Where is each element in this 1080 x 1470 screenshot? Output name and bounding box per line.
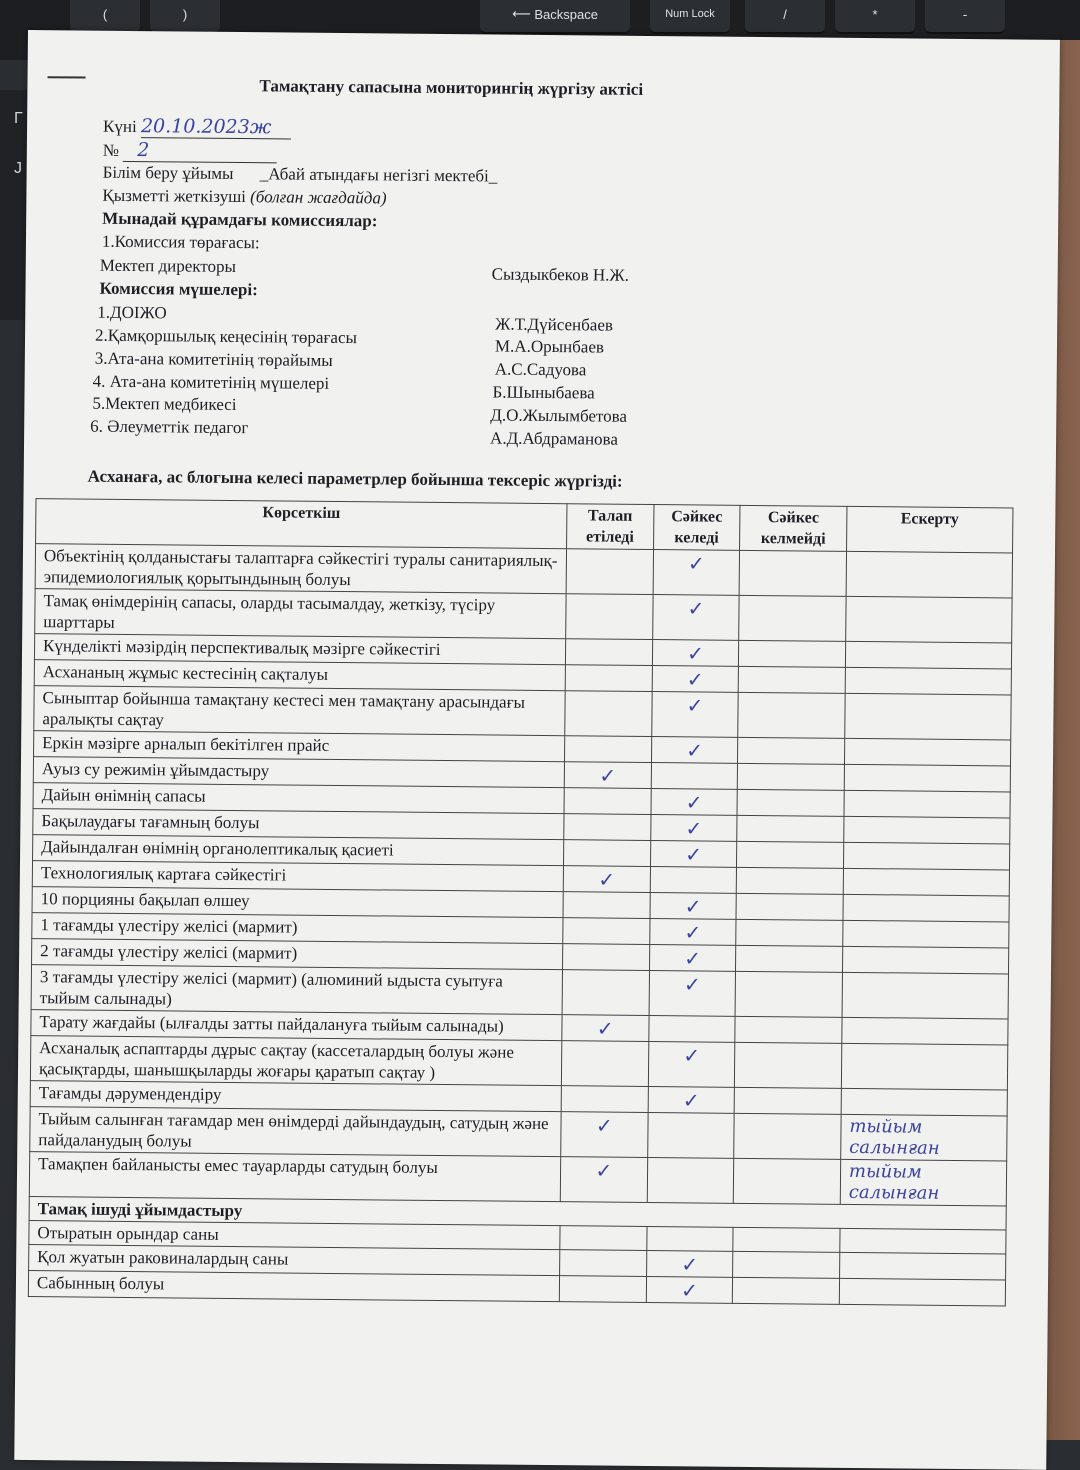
key-num-lock	[650, 0, 730, 34]
check-mark-icon: ✓	[683, 1043, 701, 1068]
check-mark-icon: ✓	[684, 946, 702, 971]
date-line	[103, 115, 291, 140]
row-note-text: тыйым салынған	[848, 1160, 940, 1204]
row-indicator-text: Ауыз су режимін ұйымдастыру	[41, 759, 270, 781]
row-required-mark	[559, 1276, 646, 1303]
member-role: 5.Мектеп медбикесі	[92, 393, 237, 415]
row-matches-mark	[651, 737, 738, 764]
chair-name: Сыздыкбеков Н.Ж.	[491, 264, 629, 285]
row-note	[843, 920, 1009, 948]
check-mark-icon	[742, 1231, 832, 1232]
row-indicator-text: Асханалық аспаптарды дұрыс сақтау (кассеталардың болуы және қасықтарды, шанышқыларды жоғары қаратып сақтау )	[38, 1038, 515, 1082]
check-mark-icon	[744, 1020, 834, 1021]
row-indicator	[35, 589, 566, 639]
key-label: -	[962, 6, 968, 22]
check-mark-icon	[746, 845, 836, 846]
key-open-paren	[70, 0, 140, 34]
row-required-mark	[562, 944, 649, 971]
check-mark-icon	[746, 793, 836, 794]
check-mark-icon: ✓	[598, 867, 616, 892]
row-note	[842, 946, 1008, 974]
row-not-matches-mark	[738, 692, 845, 738]
row-note	[845, 641, 1011, 669]
row-not-matches-mark	[739, 595, 846, 641]
table-section	[28, 1197, 1006, 1306]
check-mark-icon: ✓	[683, 972, 701, 997]
inspection-heading: Асханаға, ас блогына келесі параметрлер бойынша тексеріс жүргізді:	[87, 466, 623, 491]
row-matches-mark	[653, 550, 740, 596]
key-label: )	[182, 6, 188, 22]
row-indicator-text: Дайын өнімнің сапасы	[41, 785, 206, 806]
check-mark-icon	[572, 895, 642, 896]
row-matches-mark	[651, 692, 738, 738]
check-mark-icon: ✓	[681, 1252, 699, 1277]
row-required-mark	[564, 736, 651, 763]
row-required-mark	[564, 814, 651, 841]
row-not-matches-mark	[737, 815, 844, 842]
row-indicator-text: Бақылаудағы тағамның болуы	[41, 811, 260, 833]
row-required-mark	[563, 892, 650, 919]
row-matches-mark	[650, 815, 737, 842]
column-header-not-matches: Сәйкес келмейді	[740, 505, 847, 551]
check-mark-icon	[660, 766, 730, 767]
row-matches-mark	[648, 1042, 735, 1088]
check-mark-icon	[741, 1281, 831, 1282]
member-name: А.Д.Абдраманова	[490, 428, 619, 449]
row-note	[844, 790, 1010, 818]
check-mark-icon	[748, 599, 838, 600]
member-name: Б.Шыныбаева	[492, 382, 595, 403]
row-not-matches-mark	[737, 867, 844, 894]
check-mark-icon: ✓	[684, 920, 702, 945]
check-mark-icon	[748, 554, 838, 555]
row-not-matches-mark	[735, 971, 842, 1017]
row-not-matches-mark	[735, 1042, 842, 1088]
check-mark-icon: ✓	[685, 790, 703, 815]
row-required-mark	[564, 788, 651, 815]
row-indicator-text: Тамақпен байланысты емес тауарларды сатудың болуы	[38, 1154, 438, 1177]
row-indicator	[28, 1271, 559, 1302]
row-indicator-text: 3 тағамды үлестіру желісі (мармит) (алюминий ыдыста суытуға тыйым салынады)	[39, 967, 503, 1009]
row-not-matches-mark	[733, 1277, 840, 1304]
row-not-matches-mark	[738, 737, 845, 764]
row-indicator	[30, 1107, 561, 1157]
check-mark-icon	[745, 871, 835, 872]
check-mark-icon	[575, 597, 645, 598]
key-label: *	[872, 6, 878, 22]
check-mark-icon	[747, 644, 837, 645]
check-mark-icon	[568, 1229, 638, 1230]
row-not-matches-mark	[734, 1087, 841, 1114]
row-note	[843, 868, 1009, 896]
row-matches-mark	[647, 1157, 734, 1203]
row-matches-mark	[646, 1226, 733, 1251]
row-required-mark	[562, 1015, 649, 1042]
row-matches-mark	[650, 867, 737, 894]
row-note	[843, 842, 1009, 870]
row-not-matches-mark	[736, 919, 843, 946]
row-indicator-text: Қол жуатын раковиналардың саны	[37, 1247, 289, 1269]
row-not-matches-mark	[737, 789, 844, 816]
check-mark-icon	[656, 1161, 726, 1162]
check-mark-icon: ✓	[686, 693, 704, 718]
check-mark-icon	[655, 1230, 725, 1231]
row-indicator	[30, 1036, 561, 1086]
row-note	[845, 667, 1011, 695]
check-mark-icon	[742, 1255, 832, 1256]
row-matches-mark	[649, 971, 736, 1017]
check-mark-icon	[574, 642, 644, 643]
check-mark-icon: ✓	[684, 894, 702, 919]
row-not-matches-mark	[739, 550, 846, 596]
commission-heading: Мынадай құрамдағы комиссиялар:	[102, 208, 378, 231]
row-note	[839, 1278, 1005, 1306]
check-mark-icon	[659, 870, 729, 871]
check-mark-icon: ✓	[685, 842, 703, 867]
row-not-matches-mark	[736, 893, 843, 920]
check-mark-icon	[743, 1091, 833, 1092]
check-mark-icon	[745, 949, 835, 950]
key-label: Backspace	[534, 6, 598, 22]
row-matches-mark	[648, 1087, 735, 1114]
check-mark-icon	[744, 1046, 834, 1047]
row-matches-mark	[647, 1112, 734, 1158]
check-mark-icon	[571, 921, 641, 922]
row-note	[842, 1017, 1008, 1045]
row-not-matches-mark	[734, 1158, 841, 1204]
check-mark-icon	[657, 1019, 727, 1020]
row-note	[840, 1159, 1007, 1206]
key-minus	[925, 0, 1005, 34]
row-matches-mark	[646, 1250, 733, 1277]
row-not-matches-mark	[739, 640, 846, 667]
row-matches-mark	[651, 789, 738, 816]
key-close-paren	[150, 0, 220, 34]
row-note	[845, 693, 1012, 740]
check-mark-icon	[574, 694, 644, 695]
top-left-dash	[48, 76, 86, 78]
member-name: А.С.Садуова	[494, 359, 587, 380]
check-mark-icon	[744, 975, 834, 976]
date-value: 20.10.2023ж	[141, 115, 291, 139]
row-indicator-text: 10 порцияны бақылап өлшеу	[40, 889, 250, 911]
check-mark-icon	[745, 923, 835, 924]
row-indicator-text: Асхананың жұмыс кестесінің сақталуы	[42, 662, 329, 684]
row-indicator-text: Еркін мәзірге арналып бекітілген прайс	[42, 733, 330, 755]
number-line	[103, 139, 278, 164]
row-required-mark	[561, 1112, 648, 1158]
column-header-matches: Сәйкес келеді	[653, 505, 740, 551]
key-backspace	[480, 0, 630, 34]
row-required-mark	[563, 918, 650, 945]
row-indicator-text: 1 тағамды үлестіру желісі (мармит)	[40, 915, 298, 937]
check-mark-icon	[575, 552, 645, 553]
row-indicator-text: Сабынның болуы	[36, 1273, 165, 1294]
check-mark-icon: ✓	[682, 1088, 700, 1113]
org-line	[103, 163, 498, 187]
row-note	[844, 738, 1010, 766]
check-mark-icon: ✓	[595, 1113, 613, 1138]
row-note	[840, 1228, 1006, 1254]
row-required-mark	[566, 594, 653, 640]
row-note	[841, 1088, 1007, 1116]
check-mark-icon	[742, 1162, 832, 1163]
row-indicator-text: 2 тағамды үлестіру желісі (мармит)	[40, 941, 298, 963]
row-note	[844, 764, 1010, 792]
check-mark-icon	[747, 696, 837, 697]
date-label: Күні	[102, 116, 137, 137]
provider-label: Қызметті жеткізуші	[102, 185, 247, 207]
check-mark-icon	[745, 897, 835, 898]
row-required-mark	[560, 1250, 647, 1277]
column-header-required: Талап етіледі	[567, 504, 654, 550]
chair-label: 1.Комиссия төрағасы:	[101, 231, 260, 253]
row-note	[841, 1043, 1008, 1090]
row-not-matches-mark	[738, 763, 845, 790]
check-mark-icon: ✓	[687, 596, 705, 621]
row-indicator-text: Тарату жағдайы (ылғалды затты пайдалануға тыйым салынады)	[39, 1012, 504, 1036]
row-note	[846, 551, 1013, 598]
key-asterisk	[835, 0, 915, 34]
row-note	[842, 972, 1009, 1019]
row-note-text: тыйым салынған	[849, 1115, 940, 1159]
row-required-mark	[561, 1086, 648, 1113]
row-indicator-text: Тыйым салынған тағамдар мен өнімдерді дайындаудың, сатудың және пайдаланудың болуы	[38, 1109, 549, 1151]
member-role: 1.ДОІЖО	[97, 302, 167, 323]
check-mark-icon	[570, 1089, 640, 1090]
member-name: М.А.Орынбаев	[494, 336, 605, 357]
check-mark-icon	[574, 668, 644, 669]
provider-line	[102, 186, 386, 209]
check-mark-icon: ✓	[596, 1016, 614, 1041]
row-note	[843, 894, 1009, 922]
row-required-mark	[560, 1226, 647, 1251]
member-role: 4. Ата-ана комитетінің мүшелері	[92, 371, 330, 393]
document-page	[14, 30, 1060, 1470]
check-mark-icon	[743, 1117, 833, 1118]
org-value: _Абай атындағы негізгі мектебі_	[259, 164, 498, 186]
row-matches-mark	[650, 893, 737, 920]
check-mark-icon: ✓	[686, 667, 704, 692]
table-body	[29, 544, 1012, 1206]
side-key-label: Г	[14, 110, 23, 127]
check-mark-icon	[747, 741, 837, 742]
row-indicator-text: Күнделікті мәзірдің перспективалық мәзірге сәйкестігі	[42, 636, 441, 659]
row-matches-mark	[646, 1276, 733, 1303]
check-mark-icon	[656, 1116, 726, 1117]
row-required-mark	[566, 549, 653, 595]
members-heading: Комиссия мүшелері:	[99, 278, 258, 300]
row-indicator-text: Тағамды дәрумендендіру	[38, 1083, 222, 1104]
side-key-label: Ј	[14, 160, 22, 177]
inspection-table	[28, 498, 1014, 1306]
check-mark-icon	[746, 819, 836, 820]
row-required-mark	[560, 1157, 647, 1203]
document-title: Тамақтану сапасына мониторингің жүргізу актісі	[259, 76, 644, 99]
row-indicator-text: Объектінің қолданыстағы талаптарға сәйкестігі туралы санитариялық-эпидемиологиялық қорытындының болуы	[43, 546, 558, 590]
column-header-note: Ескерту	[846, 506, 1013, 553]
row-indicator	[31, 965, 562, 1015]
check-mark-icon: ✓	[687, 551, 705, 576]
key-slash	[745, 0, 825, 34]
row-required-mark	[561, 1041, 648, 1087]
check-mark-icon	[571, 947, 641, 948]
row-not-matches-mark	[734, 1113, 841, 1159]
chair-role: Мектеп директоры	[99, 255, 237, 277]
check-mark-icon: ✓	[680, 1278, 698, 1303]
check-mark-icon: ✓	[685, 816, 703, 841]
row-note	[844, 816, 1010, 844]
section-title: Тамақ ішуді ұйымдастыру	[29, 1197, 1006, 1230]
row-not-matches-mark	[737, 841, 844, 868]
row-required-mark	[564, 762, 651, 789]
check-mark-icon	[568, 1253, 638, 1254]
arrow-left-icon: ⟵	[512, 6, 535, 21]
check-mark-icon	[573, 791, 643, 792]
row-not-matches-mark	[733, 1227, 840, 1252]
row-matches-mark	[652, 666, 739, 693]
row-indicator-text: Дайындалған өнімнің органолептикалық қасиеті	[41, 837, 394, 860]
org-label: Білім беру ұйымы	[102, 162, 234, 183]
check-mark-icon	[572, 817, 642, 818]
key-label: Num Lock	[665, 8, 715, 20]
check-mark-icon	[747, 670, 837, 671]
row-note	[841, 1114, 1008, 1161]
member-role: 6. Әлеуметтік педагог	[90, 416, 249, 438]
row-matches-mark	[652, 640, 739, 667]
row-not-matches-mark	[733, 1251, 840, 1278]
member-role: 2.Қамқоршылық кеңесінің төрағасы	[94, 325, 358, 348]
check-mark-icon: ✓	[686, 738, 704, 763]
row-required-mark	[563, 840, 650, 867]
check-mark-icon: ✓	[687, 641, 705, 666]
row-not-matches-mark	[735, 1016, 842, 1043]
key-label: (	[102, 6, 108, 22]
member-name: Д.О.Жылымбетова	[490, 405, 628, 426]
row-indicator	[35, 544, 566, 594]
row-matches-mark	[648, 1016, 735, 1043]
column-header-indicator: Көрсеткіш	[36, 499, 567, 549]
number-label: №	[102, 140, 120, 160]
row-note	[846, 596, 1013, 643]
check-mark-icon	[571, 973, 641, 974]
row-indicator	[29, 1152, 560, 1202]
row-matches-mark	[649, 945, 736, 972]
check-mark-icon: ✓	[599, 763, 617, 788]
check-mark-icon: ✓	[595, 1158, 613, 1183]
row-indicator-text: Технологиялық картаға сәйкестігі	[40, 863, 287, 885]
number-value: 2	[123, 139, 277, 163]
check-mark-icon	[573, 739, 643, 740]
row-matches-mark	[652, 595, 739, 641]
check-mark-icon	[568, 1279, 638, 1280]
member-role: 3.Ата-ана комитетінің төрайымы	[94, 348, 333, 370]
row-indicator-text: Сыныптар бойынша тамақтану кестесі мен тамақтану арасындағы аралықты сақтау	[42, 688, 526, 730]
row-required-mark	[563, 866, 650, 893]
row-required-mark	[565, 665, 652, 692]
row-matches-mark	[650, 841, 737, 868]
row-matches-mark	[649, 919, 736, 946]
key-label: /	[783, 6, 787, 22]
row-not-matches-mark	[736, 945, 843, 972]
check-mark-icon	[570, 1044, 640, 1045]
row-indicator-text: Отыратын орындар саны	[37, 1223, 219, 1244]
row-note	[839, 1252, 1005, 1280]
row-not-matches-mark	[738, 666, 845, 693]
check-mark-icon	[572, 843, 642, 844]
row-required-mark	[565, 691, 652, 737]
row-indicator	[34, 686, 565, 736]
provider-note: (болған жағдайда)	[250, 187, 387, 208]
member-name: Ж.Т.Дүйсенбаев	[495, 314, 614, 335]
row-matches-mark	[651, 763, 738, 790]
row-required-mark	[565, 639, 652, 666]
row-required-mark	[562, 970, 649, 1016]
row-indicator-text: Тамақ өнімдерінің сапасы, оларды тасымалдау, жеткізу, түсіру шарттары	[43, 591, 496, 632]
check-mark-icon	[746, 767, 836, 768]
